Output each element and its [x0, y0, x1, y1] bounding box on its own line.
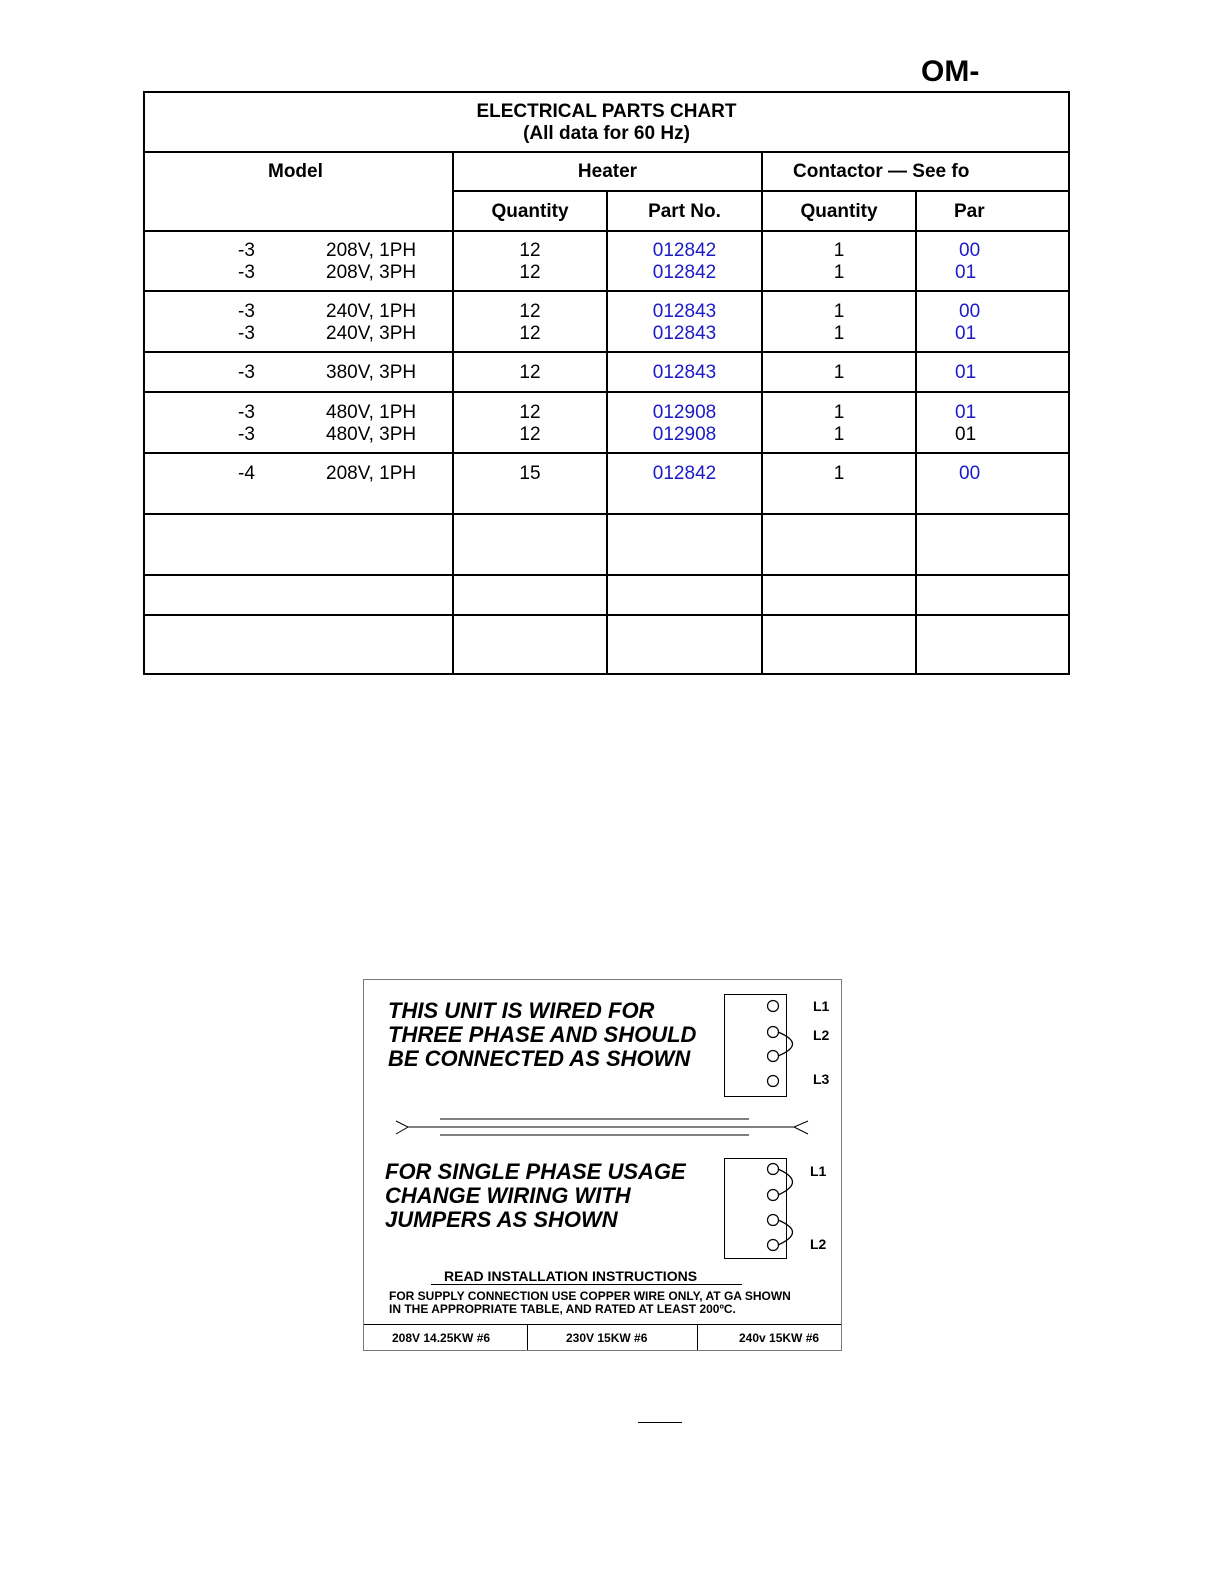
header-contactor: Contactor — See fo [793, 161, 970, 182]
read-instructions-underline [431, 1284, 742, 1285]
cell-voltage: 240V, 1PH [326, 301, 417, 322]
ratings-divider [527, 1324, 528, 1350]
cell-contactor-quantity: 1 [833, 262, 845, 283]
cell-contactor-part: 01 [955, 424, 977, 445]
cell-voltage: 380V, 3PH [326, 362, 417, 383]
ratings-divider [697, 1324, 698, 1350]
cell-contactor-part-link[interactable]: 01 [955, 262, 977, 283]
terminal-label: L3 [813, 1071, 830, 1087]
cell-heater-quantity: 12 [519, 402, 541, 423]
cell-voltage: 240V, 3PH [326, 323, 417, 344]
cell-contactor-part-link[interactable]: 01 [955, 402, 977, 423]
cell-contactor-quantity: 1 [833, 323, 845, 344]
three-phase-text-line: THIS UNIT IS WIRED FOR [388, 998, 655, 1023]
cell-model: -3 [238, 262, 255, 283]
cell-voltage: 480V, 1PH [326, 402, 417, 423]
cell-model: -3 [238, 301, 255, 322]
cell-heater-quantity: 12 [519, 362, 541, 383]
cell-contactor-quantity: 1 [833, 301, 845, 322]
cell-heater-part-link[interactable]: 012843 [652, 323, 717, 344]
cell-model: -3 [238, 323, 255, 344]
single-phase-text-line: JUMPERS AS SHOWN [385, 1207, 618, 1232]
cell-heater-part-link[interactable]: 012842 [652, 262, 717, 283]
read-instructions: READ INSTALLATION INSTRUCTIONS [444, 1268, 698, 1284]
cell-heater-part-link[interactable]: 012842 [652, 240, 717, 261]
cell-voltage: 208V, 1PH [326, 463, 417, 484]
cell-model: -3 [238, 402, 255, 423]
cut-line-divider [392, 1113, 812, 1143]
rating-208v: 208V 14.25KW #6 [392, 1331, 491, 1345]
cell-heater-quantity: 12 [519, 262, 541, 283]
three-phase-text-line: BE CONNECTED AS SHOWN [388, 1046, 691, 1071]
cell-model: -3 [238, 240, 255, 261]
cell-heater-part-link[interactable]: 012908 [652, 402, 717, 423]
cell-heater-quantity: 12 [519, 240, 541, 261]
three-phase-text-line: THREE PHASE AND SHOULD [388, 1022, 697, 1047]
cell-contactor-quantity: 1 [833, 362, 845, 383]
cell-heater-part-link[interactable]: 012842 [652, 463, 717, 484]
supply-note-line: IN THE APPROPRIATE TABLE, AND RATED AT LEAST 200ºC. [389, 1302, 736, 1316]
header-contactor-quantity: Quantity [800, 201, 878, 222]
cell-heater-part-link[interactable]: 012908 [652, 424, 717, 445]
page-number-rule [638, 1422, 682, 1423]
cell-contactor-part-link[interactable]: 01 [955, 323, 977, 344]
ratings-divider [364, 1324, 841, 1325]
terminal-label: L2 [813, 1027, 830, 1043]
cell-contactor-part-link[interactable]: 00 [959, 463, 981, 484]
cell-contactor-part-link[interactable]: 00 [959, 240, 981, 261]
cell-contactor-quantity: 1 [833, 402, 845, 423]
cell-model: -4 [238, 463, 255, 484]
cell-contactor-quantity: 1 [833, 240, 845, 261]
rating-230v: 230V 15KW #6 [566, 1331, 648, 1345]
terminal-jumper-icon [759, 1158, 809, 1259]
header-contactor-part: Par [954, 201, 985, 222]
terminal-label: L2 [810, 1236, 827, 1252]
document-code: OM- [921, 55, 980, 88]
electrical-parts-chart [143, 91, 1070, 675]
cell-heater-quantity: 12 [519, 323, 541, 344]
cell-contactor-quantity: 1 [833, 424, 845, 445]
cell-contactor-part-link[interactable]: 00 [959, 301, 981, 322]
supply-note-line: FOR SUPPLY CONNECTION USE COPPER WIRE ONLY, AT GA SHOWN [389, 1289, 791, 1303]
cell-contactor-part-link[interactable]: 01 [955, 362, 977, 383]
terminal-jumper-icon [759, 994, 809, 1097]
terminal-label: L1 [810, 1163, 827, 1179]
single-phase-text-line: CHANGE WIRING WITH [385, 1183, 631, 1208]
header-heater-part-no: Part No. [648, 201, 721, 222]
terminal-label: L1 [813, 998, 830, 1014]
chart-title: ELECTRICAL PARTS CHART [476, 101, 737, 122]
cell-heater-quantity: 12 [519, 424, 541, 445]
single-phase-text-line: FOR SINGLE PHASE USAGE [385, 1159, 686, 1184]
header-model: Model [268, 161, 323, 182]
rating-240v: 240v 15KW #6 [739, 1331, 820, 1345]
cell-heater-part-link[interactable]: 012843 [652, 362, 717, 383]
wiring-label [363, 979, 842, 1351]
chart-subtitle: (All data for 60 Hz) [523, 123, 690, 144]
cell-heater-part-link[interactable]: 012843 [652, 301, 717, 322]
cell-model: -3 [238, 424, 255, 445]
cell-voltage: 208V, 1PH [326, 240, 417, 261]
header-heater: Heater [577, 161, 638, 182]
header-heater-quantity: Quantity [491, 201, 569, 222]
cell-voltage: 480V, 3PH [326, 424, 417, 445]
cell-voltage: 208V, 3PH [326, 262, 417, 283]
cell-heater-quantity: 15 [519, 463, 541, 484]
cell-contactor-quantity: 1 [833, 463, 845, 484]
cell-model: -3 [238, 362, 255, 383]
cell-heater-quantity: 12 [519, 301, 541, 322]
